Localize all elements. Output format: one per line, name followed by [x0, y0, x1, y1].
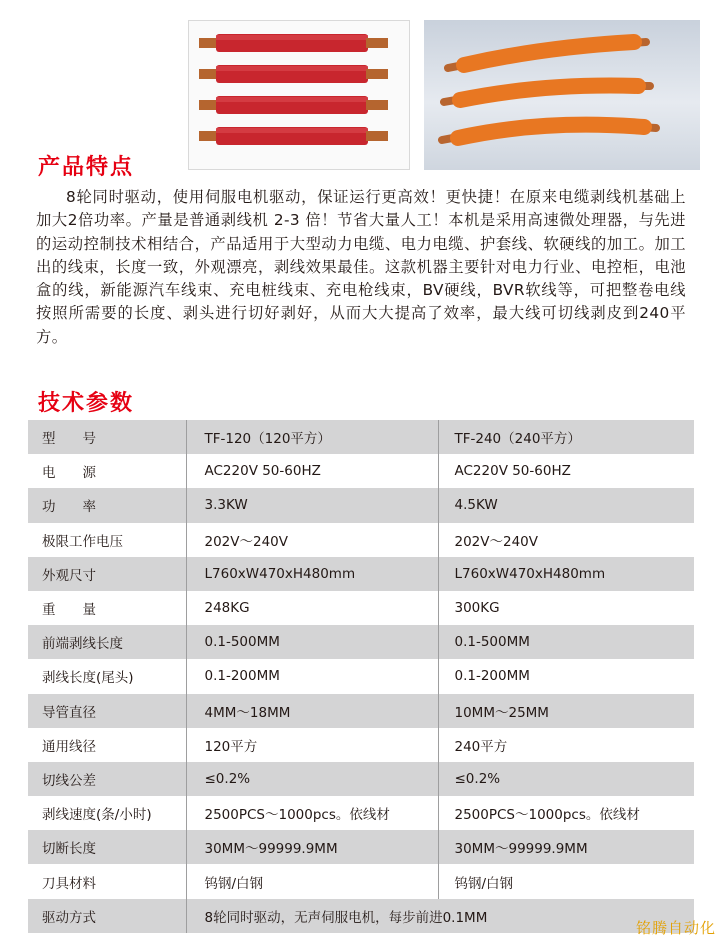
spec-value-tf240: 0.1-500MM	[438, 625, 694, 659]
table-row	[28, 796, 694, 830]
spec-label: 型 号	[28, 420, 186, 454]
spec-label: 电 源	[28, 454, 186, 488]
spec-value-tf240: 4.5KW	[438, 488, 694, 522]
spec-value-tf120: TF-120（120平方）	[186, 420, 438, 454]
spec-label: 功 率	[28, 488, 186, 522]
orange-cable-photo	[424, 20, 700, 170]
spec-value-tf240: ≤0.2%	[438, 762, 694, 796]
brand-watermark: 铭腾自动化	[635, 919, 716, 937]
table-row	[28, 523, 694, 557]
spec-value-shared: 8轮同时驱动，无声伺服电机，每步前进0.1MM	[186, 899, 694, 933]
spec-label: 重 量	[28, 591, 186, 625]
spec-value-tf120: 30MM～99999.9MM	[186, 830, 438, 864]
spec-value-tf120: ≤0.2%	[186, 762, 438, 796]
spec-value-tf120: 248KG	[186, 591, 438, 625]
spec-label: 刀具材料	[28, 864, 186, 898]
spec-value-tf120: 2500PCS～1000pcs。依线材	[186, 796, 438, 830]
spec-value-tf240: TF-240（240平方）	[438, 420, 694, 454]
spec-value-tf240: 钨钢/白钢	[438, 864, 694, 898]
specs-title: 技术参数	[38, 391, 135, 416]
table-row	[28, 864, 694, 898]
spec-label: 剥线长度(尾头)	[28, 659, 186, 693]
orange-cables-image	[424, 20, 700, 170]
spec-label: 剥线速度(条/小时)	[28, 796, 186, 830]
spec-value-tf240: 202V～240V	[438, 523, 694, 557]
spec-label: 切断长度	[28, 830, 186, 864]
table-row	[28, 830, 694, 864]
spec-value-tf240: 300KG	[438, 591, 694, 625]
spec-value-tf120: 0.1-200MM	[186, 659, 438, 693]
table-row	[28, 591, 694, 625]
spec-value-tf120: 钨钢/白钢	[186, 864, 438, 898]
table-row	[28, 659, 694, 693]
spec-value-tf120: 3.3KW	[186, 488, 438, 522]
spec-value-tf120: AC220V 50-60HZ	[186, 454, 438, 488]
spec-value-tf120: 120平方	[186, 728, 438, 762]
spec-value-tf240: AC220V 50-60HZ	[438, 454, 694, 488]
spec-value-tf120: 4MM～18MM	[186, 694, 438, 728]
spec-value-tf240: 2500PCS～1000pcs。依线材	[438, 796, 694, 830]
spec-label: 切线公差	[28, 762, 186, 796]
spec-value-tf240: 240平方	[438, 728, 694, 762]
features-title: 产品特点	[38, 155, 135, 180]
table-row	[28, 728, 694, 762]
table-row	[28, 454, 694, 488]
features-paragraph: 8轮同时驱动，使用伺服电机驱动，保证运行更高效！更快捷！在原来电缆剥线机基础上加大2倍功率。产量是普通剥线机 2-3 倍！节省大量人工！本机是采用高速微处理器，与先进的运动控制技术相结合，产品适用于大型动力电缆、电力电缆、护套线、软硬线的加工。加工出的线束，长度一致，外观漂亮，剥线效果最佳。这款机器主要针对电力行业、电控柜，电池盒的线，新能源汽车线束、充电桩线束、充电枪线束，BV硬线，BVR软线等，可把整卷电线按照所需要的长度、剥头进行切好剥好，从而大大提高了效率，最大线可切线剥皮到240平方。	[36, 188, 686, 346]
spec-value-tf120: 0.1-500MM	[186, 625, 438, 659]
spec-value-tf240: 30MM～99999.9MM	[438, 830, 694, 864]
table-row	[28, 762, 694, 796]
spec-value-tf240: L760xW470xH480mm	[438, 557, 694, 591]
spec-value-tf240: 0.1-200MM	[438, 659, 694, 693]
spec-label: 驱动方式	[28, 899, 186, 933]
spec-label: 通用线径	[28, 728, 186, 762]
table-row	[28, 899, 694, 933]
spec-label: 极限工作电压	[28, 523, 186, 557]
spec-value-tf240: 10MM～25MM	[438, 694, 694, 728]
red-cables-image	[189, 21, 409, 169]
spec-label: 外观尺寸	[28, 557, 186, 591]
table-row	[28, 420, 694, 454]
specs-table	[28, 420, 694, 933]
table-row	[28, 625, 694, 659]
table-row	[28, 557, 694, 591]
spec-value-tf120: L760xW470xH480mm	[186, 557, 438, 591]
spec-label: 导管直径	[28, 694, 186, 728]
table-row	[28, 694, 694, 728]
red-cable-photo	[188, 20, 410, 170]
spec-label: 前端剥线长度	[28, 625, 186, 659]
table-row	[28, 488, 694, 522]
spec-value-tf120: 202V～240V	[186, 523, 438, 557]
